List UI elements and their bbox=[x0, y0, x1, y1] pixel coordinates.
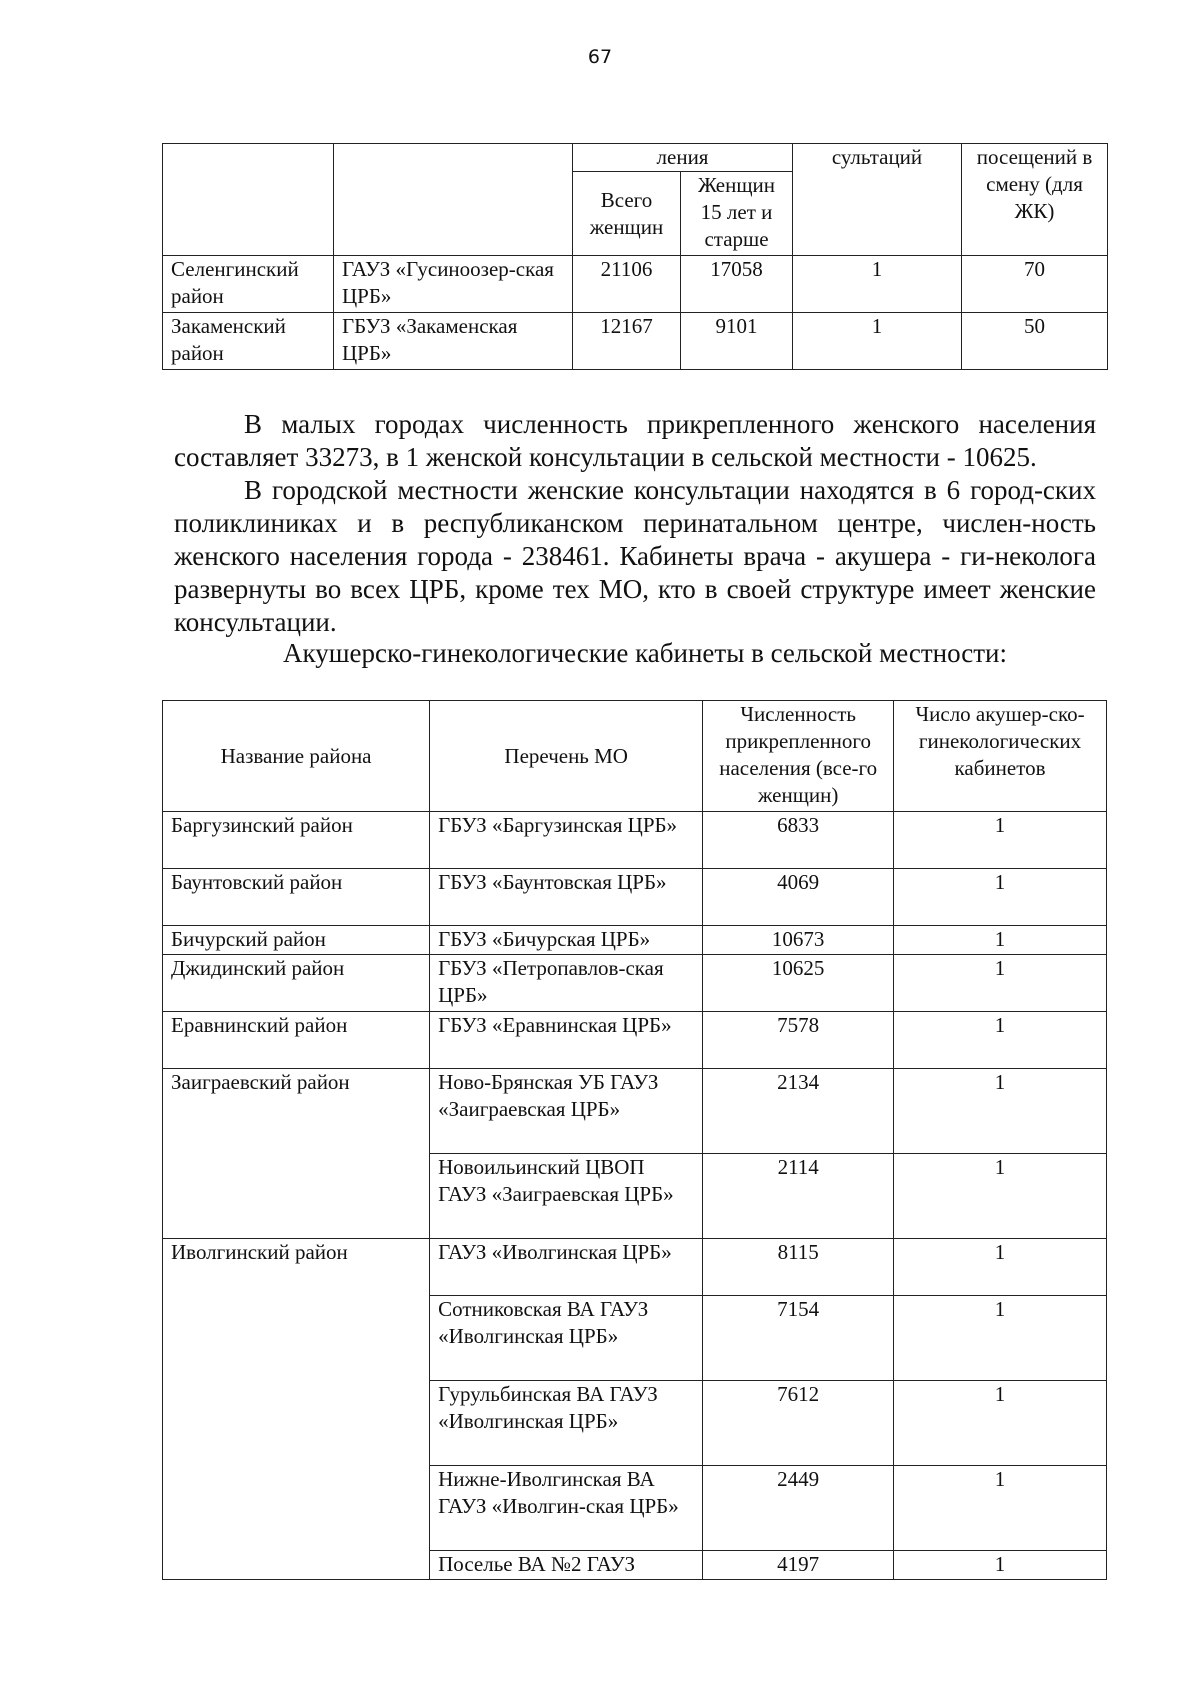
district-cell: Иволгинский район bbox=[163, 1239, 430, 1580]
population-cell: 4197 bbox=[703, 1551, 894, 1580]
cabinets-cell: 1 bbox=[894, 1551, 1107, 1580]
cabinets-cell: 1 bbox=[894, 1012, 1107, 1069]
district-cell: Бичурский район bbox=[163, 926, 430, 955]
population-cell: 2114 bbox=[703, 1154, 894, 1239]
mo-cell: ГАУЗ «Иволгинская ЦРБ» bbox=[430, 1239, 703, 1296]
visits-cell: 70 bbox=[962, 256, 1108, 313]
cabinets-cell: 1 bbox=[894, 1069, 1107, 1154]
paragraph: В малых городах численность прикрепленного женского населения составляет 33273, в 1 женской консультации в сельской местности - 10625. bbox=[174, 409, 1096, 472]
district-cell: Баргузинский район bbox=[163, 812, 430, 869]
cabinets-cell: 1 bbox=[894, 812, 1107, 869]
cabinets-cell: 1 bbox=[894, 1239, 1107, 1296]
district-cell: Закаменский район bbox=[163, 313, 334, 370]
header-empty-mo bbox=[334, 144, 573, 256]
women-15-plus-cell: 9101 bbox=[681, 313, 793, 370]
header-district-name: Название района bbox=[163, 701, 430, 812]
table-row bbox=[163, 1239, 1107, 1296]
district-cell: Еравнинский район bbox=[163, 1012, 430, 1069]
cabinets-cell: 1 bbox=[894, 869, 1107, 926]
cabinets-cell: 1 bbox=[894, 1381, 1107, 1466]
mo-cell: Сотниковская ВА ГАУЗ «Иволгинская ЦРБ» bbox=[430, 1296, 703, 1381]
mo-cell: Поселье ВА №2 ГАУЗ bbox=[430, 1551, 703, 1580]
mo-cell: Ново-Брянская УБ ГАУЗ «Заиграевская ЦРБ» bbox=[430, 1069, 703, 1154]
population-cell: 7578 bbox=[703, 1012, 894, 1069]
district-cell: Селенгинский район bbox=[163, 256, 334, 313]
header-population-group: ления bbox=[573, 144, 793, 172]
body-text bbox=[174, 408, 1096, 639]
cabinets-cell: 1 bbox=[894, 1296, 1107, 1381]
population-cell: 10673 bbox=[703, 926, 894, 955]
header-consultations: сультаций bbox=[793, 144, 962, 256]
table-row bbox=[163, 812, 1107, 869]
header-attached-population: Численность прикрепленного населения (все-го женщин) bbox=[703, 701, 894, 812]
mo-cell: ГБУЗ «Баргузинская ЦРБ» bbox=[430, 812, 703, 869]
table-row bbox=[163, 313, 1108, 370]
table-row bbox=[163, 955, 1107, 1012]
consultations-cell: 1 bbox=[793, 256, 962, 313]
mo-cell: ГБУЗ «Петропавлов-ская ЦРБ» bbox=[430, 955, 703, 1012]
district-cell: Заиграевский район bbox=[163, 1069, 430, 1239]
cabinets-cell: 1 bbox=[894, 1154, 1107, 1239]
mo-cell: ГБУЗ «Бичурская ЦРБ» bbox=[430, 926, 703, 955]
mo-cell: Нижне-Иволгинская ВА ГАУЗ «Иволгин-ская ЦРБ» bbox=[430, 1466, 703, 1551]
women-15-plus-cell: 17058 bbox=[681, 256, 793, 313]
header-visits-per-shift: посещений в смену (для ЖК) bbox=[962, 144, 1108, 256]
cabinets-cell: 1 bbox=[894, 955, 1107, 1012]
district-cell: Джидинский район bbox=[163, 955, 430, 1012]
table-row bbox=[163, 1069, 1107, 1154]
table-row bbox=[163, 256, 1108, 313]
population-cell: 10625 bbox=[703, 955, 894, 1012]
header-cabinets-count: Число акушер-ско-гинекологических кабинетов bbox=[894, 701, 1107, 812]
mo-cell: ГБУЗ «Еравнинская ЦРБ» bbox=[430, 1012, 703, 1069]
visits-cell: 50 bbox=[962, 313, 1108, 370]
header-women-15-plus: Женщин 15 лет и старше bbox=[681, 172, 793, 256]
header-total-women: Всего женщин bbox=[573, 172, 681, 256]
page-number: 67 bbox=[587, 46, 613, 68]
population-cell: 4069 bbox=[703, 869, 894, 926]
population-cell: 2449 bbox=[703, 1466, 894, 1551]
table-row bbox=[163, 1012, 1107, 1069]
population-cell: 6833 bbox=[703, 812, 894, 869]
population-cell: 2134 bbox=[703, 1069, 894, 1154]
population-cell: 7154 bbox=[703, 1296, 894, 1381]
cabinets-cell: 1 bbox=[894, 926, 1107, 955]
mo-cell: ГБУЗ «Закаменская ЦРБ» bbox=[334, 313, 573, 370]
header-mo-list: Перечень МО bbox=[430, 701, 703, 812]
mo-cell: Новоильинский ЦВОП ГАУЗ «Заиграевская ЦРБ» bbox=[430, 1154, 703, 1239]
mo-cell: ГБУЗ «Баунтовская ЦРБ» bbox=[430, 869, 703, 926]
table-row bbox=[163, 869, 1107, 926]
population-cell: 8115 bbox=[703, 1239, 894, 1296]
district-cell: Баунтовский район bbox=[163, 869, 430, 926]
table-rural-cabinets bbox=[162, 700, 1107, 1580]
table-caption: Акушерско-гинекологические кабинеты в сельской местности: bbox=[283, 638, 1007, 668]
table-row bbox=[163, 926, 1107, 955]
population-cell: 7612 bbox=[703, 1381, 894, 1466]
table-women-consultations-continued bbox=[162, 143, 1108, 370]
paragraph: В городской местности женские консультации находятся в 6 город-ских поликлиниках и в республиканском перинатальном центре, числен-ность женского населения города - 238461. Кабинеты врача - акушера - ги-неколога развернуты во всех ЦРБ, кроме тех МО, кто в своей структуре имеет женские консультации. bbox=[174, 475, 1096, 637]
consultations-cell: 1 bbox=[793, 313, 962, 370]
mo-cell: Гурульбинская ВА ГАУЗ «Иволгинская ЦРБ» bbox=[430, 1381, 703, 1466]
total-women-cell: 21106 bbox=[573, 256, 681, 313]
header-empty-district bbox=[163, 144, 334, 256]
mo-cell: ГАУЗ «Гусиноозер-ская ЦРБ» bbox=[334, 256, 573, 313]
cabinets-cell: 1 bbox=[894, 1466, 1107, 1551]
total-women-cell: 12167 bbox=[573, 313, 681, 370]
